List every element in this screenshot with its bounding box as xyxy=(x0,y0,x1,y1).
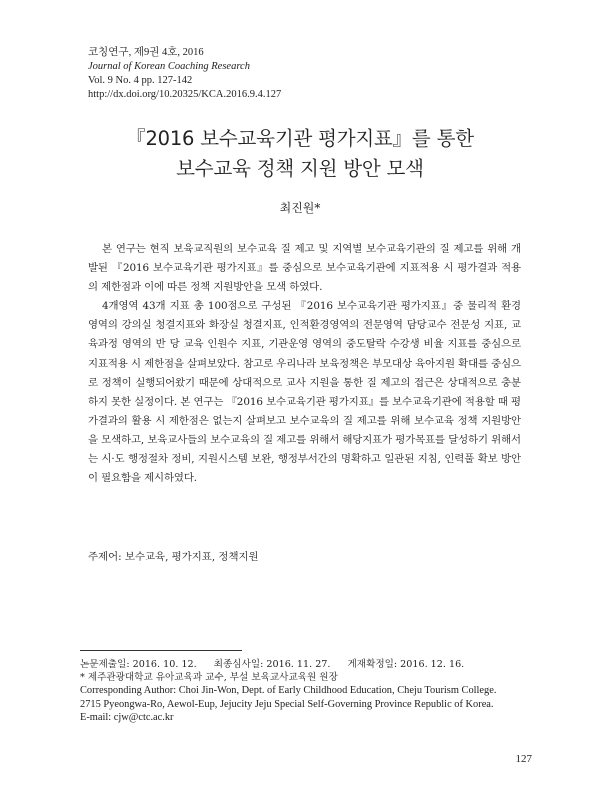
author-name: 최진원* xyxy=(279,201,321,215)
page-number: 127 xyxy=(515,753,532,765)
abstract xyxy=(88,240,521,488)
keywords: 주제어: 보수교육, 평가지표, 정책지원 xyxy=(88,551,259,563)
paper-title xyxy=(0,124,600,184)
abstract-paragraph-2: 4개영역 43개 지표 총 100점으로 구성된 『2016 보수교육기관 평가지표』중 물리적 환경 영역의 강의실 청결지표와 화장실 청결지표, 인적환경영역의 전문영역 담당교수 전문성 지표, 교육과정 영역의 반 당 교육 인원수 지표, 기관운영 영역의 중도탈락 수강생 비율 지표를 중심으로 지표적용 시 제한점을 살펴보았다. 참고로 우리나라 보육정책은 부모대상 육아지원 확대를 중심으로 정책이 실행되어왔기 때문에 상대적으로 교사 지원을 통한 질 제고의 접근은 상대적으로 충분하지 못한 실정이다. 본 연구는 『2016 보수교육기관 평가지표』를 보수교육기관에 적용할 때 평가결과의 활용 시 제한점은 없는지 살펴보고 보수교육의 질 제고를 위해 보수교육 정책 지원방안을 모색하고, 보육교사들의 보수교육의 질 제고를 위해서 해당지표가 평가목표를 달성하기 위해서는 시·도 행정절차 정비, 지원시스템 보완, 행정부서간의 명확하고 일관된 지침, 인력풀 확보 방안이 필요함을 제시하였다. xyxy=(88,300,521,485)
corresponding-address: 2715 Pyeongwa-Ro, Aewol-Eup, Jejucity Jeju Special Self-Governing Province Republic of Korea. xyxy=(80,698,494,710)
title-line-2: 보수교육 정책 지원 방안 모색 xyxy=(176,157,424,180)
corresponding-author: Corresponding Author: Choi Jin-Won, Dept. of Early Childhood Education, Cheju Tourism College. xyxy=(80,685,497,697)
footnote-divider xyxy=(80,650,242,651)
author-email[interactable]: E-mail: cjw@ctc.ac.kr xyxy=(80,711,174,723)
accepted-date: 게재확정일: 2016. 12. 16. xyxy=(347,659,465,670)
reviewed-date: 최종심사일: 2016. 11. 27. xyxy=(213,659,331,670)
title-line-1: 『2016 보수교육기관 평가지표』를 통한 xyxy=(126,127,474,150)
journal-volume-korean: 코칭연구, 제9권 4호, 2016 xyxy=(88,47,204,58)
submission-dates xyxy=(80,658,522,671)
journal-info xyxy=(88,46,528,102)
footnotes xyxy=(80,658,522,724)
journal-volume-pages: Vol. 9 No. 4 pp. 127-142 xyxy=(88,75,193,86)
author-affiliation: * 제주관광대학교 유아교육과 교수, 부설 보육교사교육원 원장 xyxy=(80,672,338,684)
submitted-date: 논문제출일: 2016. 10. 12. xyxy=(80,659,197,670)
abstract-paragraph-1: 본 연구는 현직 보육교직원의 보수교육 질 제고 및 지역별 보수교육기관의 질 제고를 위해 개발된 『2016 보수교육기관 평가지표』를 중심으로 보수교육기관에 지표적용 시 평가결과 적용의 제한점과 이에 따른 정책 지원방안을 모색 하였다. xyxy=(88,243,521,294)
journal-name: Journal of Korean Coaching Research xyxy=(88,61,250,72)
doi-link[interactable]: http://dx.doi.org/10.20325/KCA.2016.9.4.127 xyxy=(88,89,282,100)
